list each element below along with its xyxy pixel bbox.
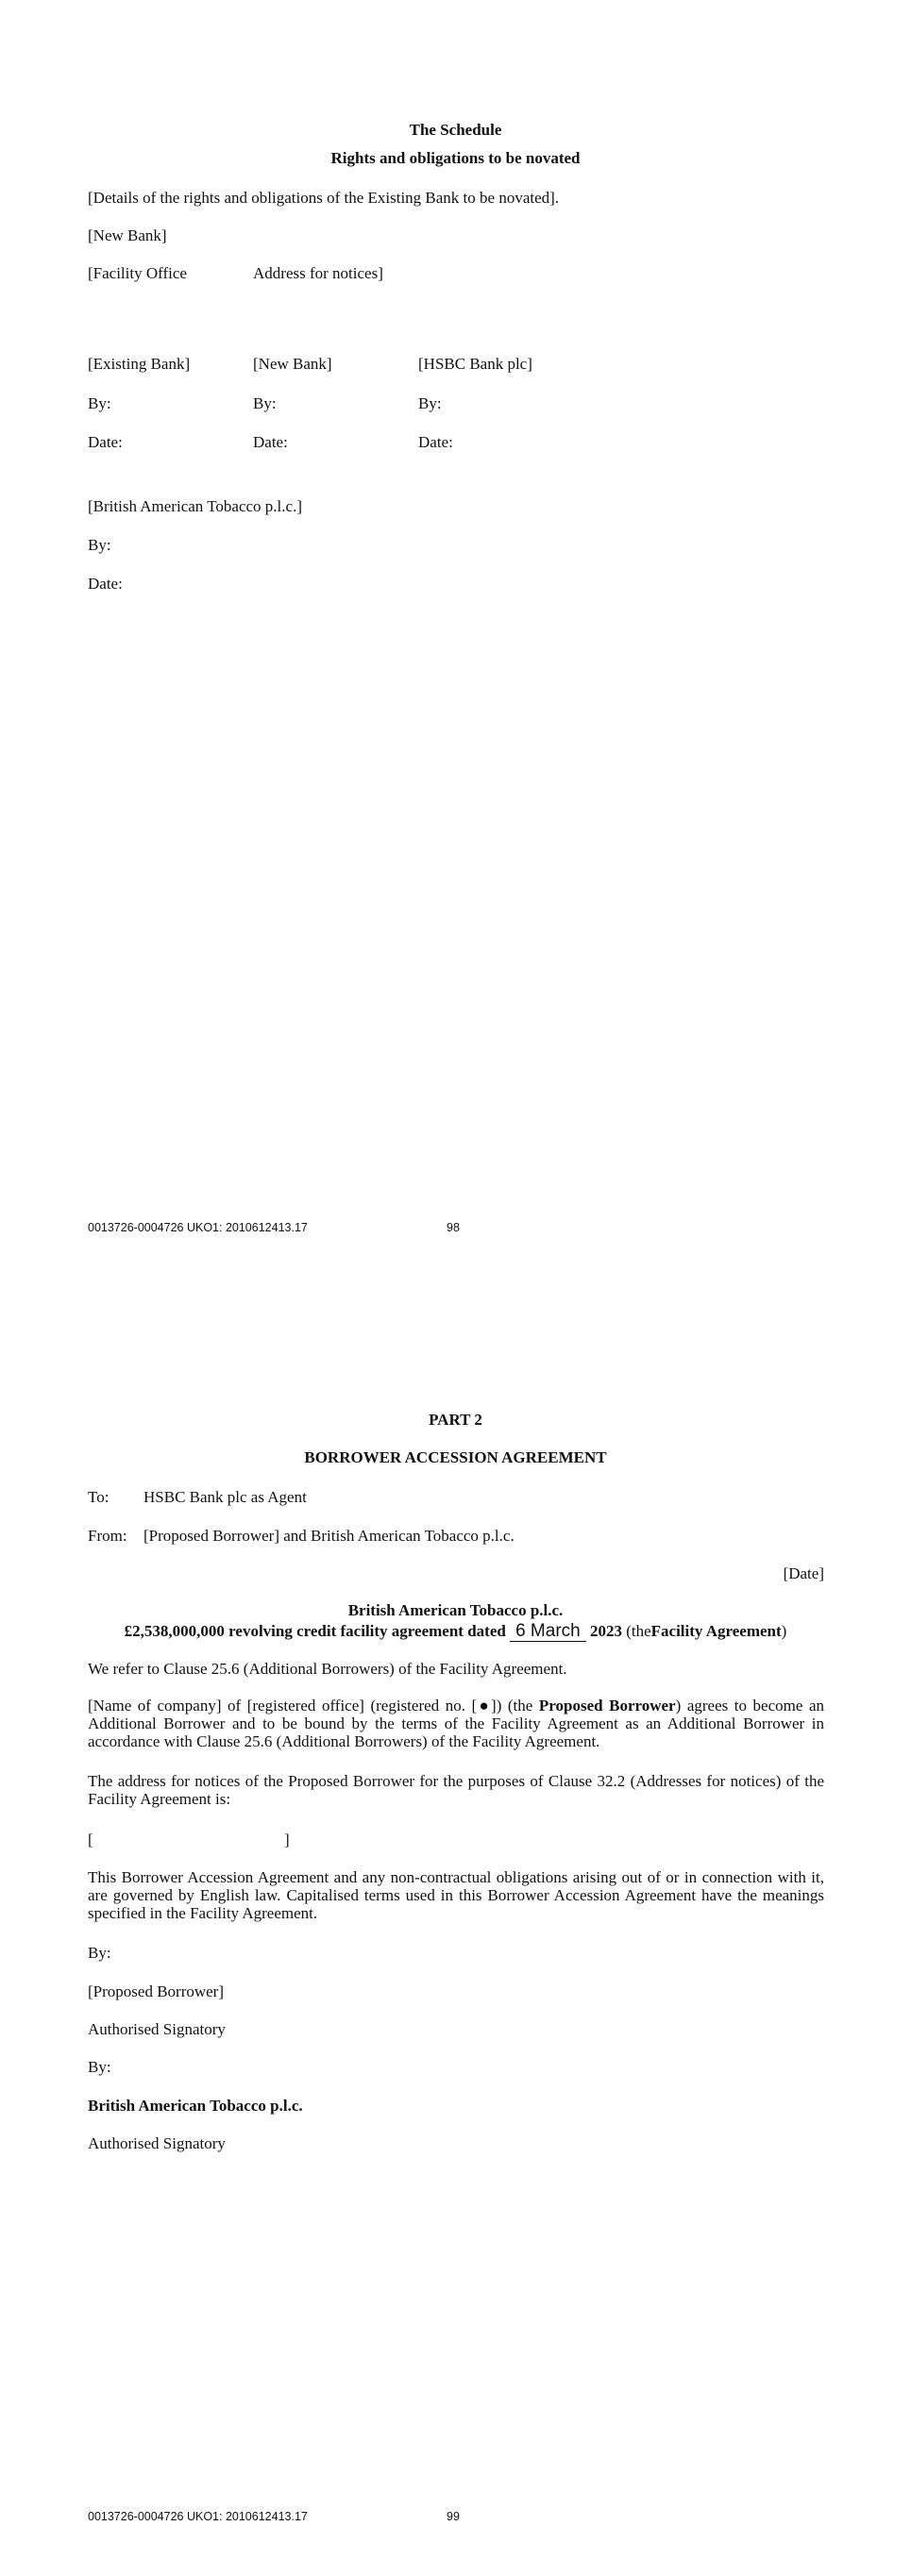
by-label: By:	[88, 2058, 111, 2076]
from-label: From:	[88, 1527, 127, 1545]
governing-law-paragraph: This Borrower Accession Agreement and any non-contractual obligations arising out of or in connection with it, are governed by English law. Capitalised terms used in this Borrower Accession Agreement have the meanings specified in the Facility Agreement.	[88, 1868, 824, 1922]
bat-signatory-date: Date:	[88, 575, 123, 593]
agreement-heading: BORROWER ACCESSION AGREEMENT	[304, 1448, 607, 1466]
address-paragraph: The address for notices of the Proposed Borrower for the purposes of Clause 32.2 (Addresses for notices) of the Facility Agreement is:	[88, 1772, 824, 1808]
handwritten-date: 6 March	[510, 1621, 586, 1642]
to-value: HSBC Bank plc as Agent	[143, 1488, 307, 1506]
proposed-borrower-term: Proposed Borrower	[538, 1697, 676, 1715]
facility-the: (the	[626, 1622, 651, 1640]
signatory-by: By:	[253, 394, 277, 412]
signatory-by: By:	[418, 394, 442, 412]
signatory-new-bank: [New Bank]	[253, 355, 332, 373]
signatory-hsbc: [HSBC Bank plc]	[418, 355, 532, 373]
schedule-subtitle: Rights and obligations to be novated	[330, 149, 581, 167]
address-bracket-close: ]	[284, 1831, 290, 1848]
signatory-date: Date:	[253, 433, 288, 451]
footer-reference: 0013726-0004726 UKO1: 2010612413.17	[88, 2510, 308, 2523]
from-value: [Proposed Borrower] and British American Tobacco p.l.c.	[143, 1527, 515, 1545]
signatory-date: Date:	[88, 433, 123, 451]
authorised-signatory: Authorised Signatory	[88, 2020, 226, 2038]
facility-description: £2,538,000,000 revolving credit facility agreement dated	[124, 1622, 506, 1640]
signatory-by: By:	[88, 394, 111, 412]
address-bracket-open: [	[88, 1831, 93, 1848]
accession-text: ]) (the	[491, 1697, 533, 1715]
signatory-date: Date:	[418, 433, 453, 451]
new-bank-text: [New Bank]	[88, 226, 167, 244]
by-label: By:	[88, 1944, 111, 1962]
facility-year: 2023	[589, 1622, 622, 1640]
accession-paragraph	[88, 1697, 824, 1750]
bat-signatory: British American Tobacco p.l.c.	[88, 2097, 303, 2115]
bullet-icon: ●	[477, 1697, 492, 1715]
bat-signatory-name: [British American Tobacco p.l.c.]	[88, 497, 302, 515]
page-number: 99	[447, 2510, 460, 2523]
details-text: [Details of the rights and obligations of the Existing Bank to be novated].	[88, 189, 560, 207]
part-heading: PART 2	[429, 1411, 482, 1429]
facility-close: )	[781, 1622, 787, 1640]
facility-line	[0, 1621, 911, 1642]
proposed-borrower-signatory: [Proposed Borrower]	[88, 1982, 224, 2000]
date-placeholder: [Date]	[783, 1564, 824, 1582]
schedule-title: The Schedule	[409, 121, 502, 139]
refer-paragraph: We refer to Clause 25.6 (Additional Borrowers) of the Facility Agreement.	[88, 1660, 567, 1678]
signatory-existing-bank: [Existing Bank]	[88, 355, 191, 373]
accession-text: [Name of company] of [registered office] (registered no. [	[88, 1697, 478, 1715]
address-notices-text: Address for notices]	[253, 264, 383, 282]
to-label: To:	[88, 1488, 110, 1506]
bat-signatory-by: By:	[88, 536, 111, 554]
authorised-signatory: Authorised Signatory	[88, 2134, 226, 2152]
accession-text: ) agrees to become an Additional Borrower and to be bound by the terms of the Facility Agreement as an Additional Borrower in accordance with Clause 25.6 (Additional Borrowers) of the Facility Agreement.	[88, 1697, 824, 1750]
footer-reference: 0013726-0004726 UKO1: 2010612413.17	[88, 1221, 308, 1234]
company-name: British American Tobacco p.l.c.	[347, 1601, 564, 1619]
facility-term: Facility Agreement	[650, 1622, 782, 1640]
facility-office-text: [Facility Office	[88, 264, 187, 282]
page-number: 98	[447, 1221, 460, 1234]
